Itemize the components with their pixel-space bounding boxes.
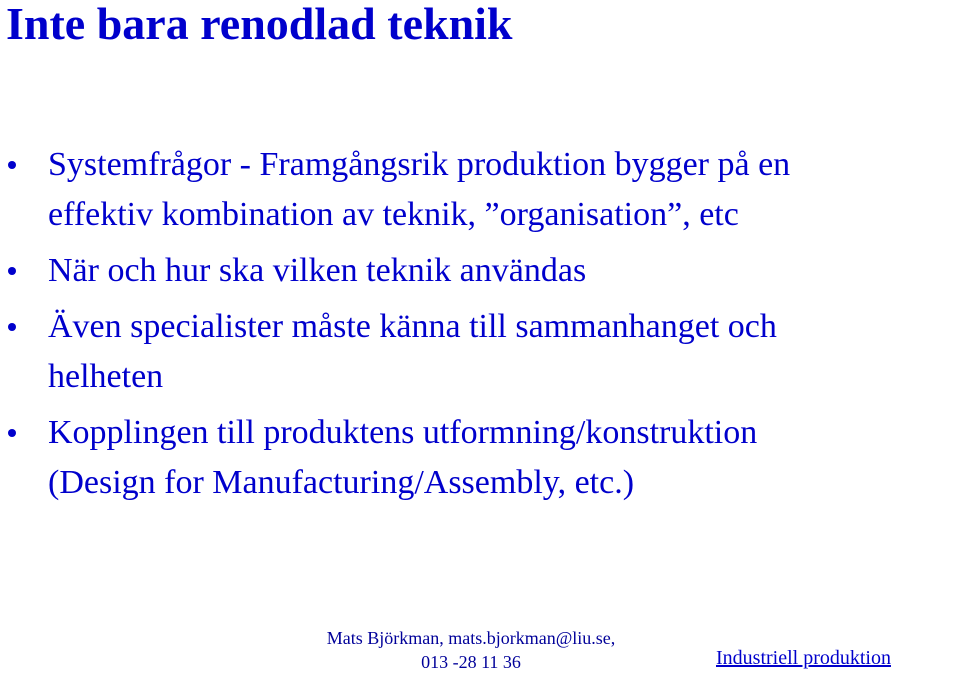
bullet-text-line: effektiv kombination av teknik, ”organisation”, etc xyxy=(48,196,739,233)
footer-author-phone: 013 -28 11 36 xyxy=(421,652,521,672)
footer-author-contact: Mats Björkman, mats.bjorkman@liu.se, xyxy=(326,628,616,648)
bullet-dot-icon xyxy=(8,161,16,169)
bullet-list xyxy=(0,140,960,514)
bullet-text-line: Även specialister måste känna till sammanhanget och xyxy=(48,308,777,345)
bullet-item xyxy=(0,408,960,508)
bullet-dot-icon xyxy=(8,267,16,275)
bullet-item xyxy=(0,140,960,240)
bullet-text-line: (Design for Manufacturing/Assembly, etc.) xyxy=(48,464,635,501)
bullet-text-line: helheten xyxy=(48,358,164,395)
bullet-dot-icon xyxy=(8,323,16,331)
bullet-dot-icon xyxy=(8,429,16,437)
bullet-text-line: Systemfrågor - Framgångsrik produktion bygger på en xyxy=(48,146,791,183)
footer-author xyxy=(300,626,642,674)
bullet-item xyxy=(0,246,960,296)
footer-department-link[interactable]: Industriell produktion xyxy=(716,647,891,669)
bullet-item xyxy=(0,302,960,402)
bullet-text-line: När och hur ska vilken teknik användas xyxy=(48,252,587,289)
bullet-text-line: Kopplingen till produktens utformning/konstruktion xyxy=(48,414,758,451)
slide-title: Inte bara renodlad teknik xyxy=(6,0,513,49)
